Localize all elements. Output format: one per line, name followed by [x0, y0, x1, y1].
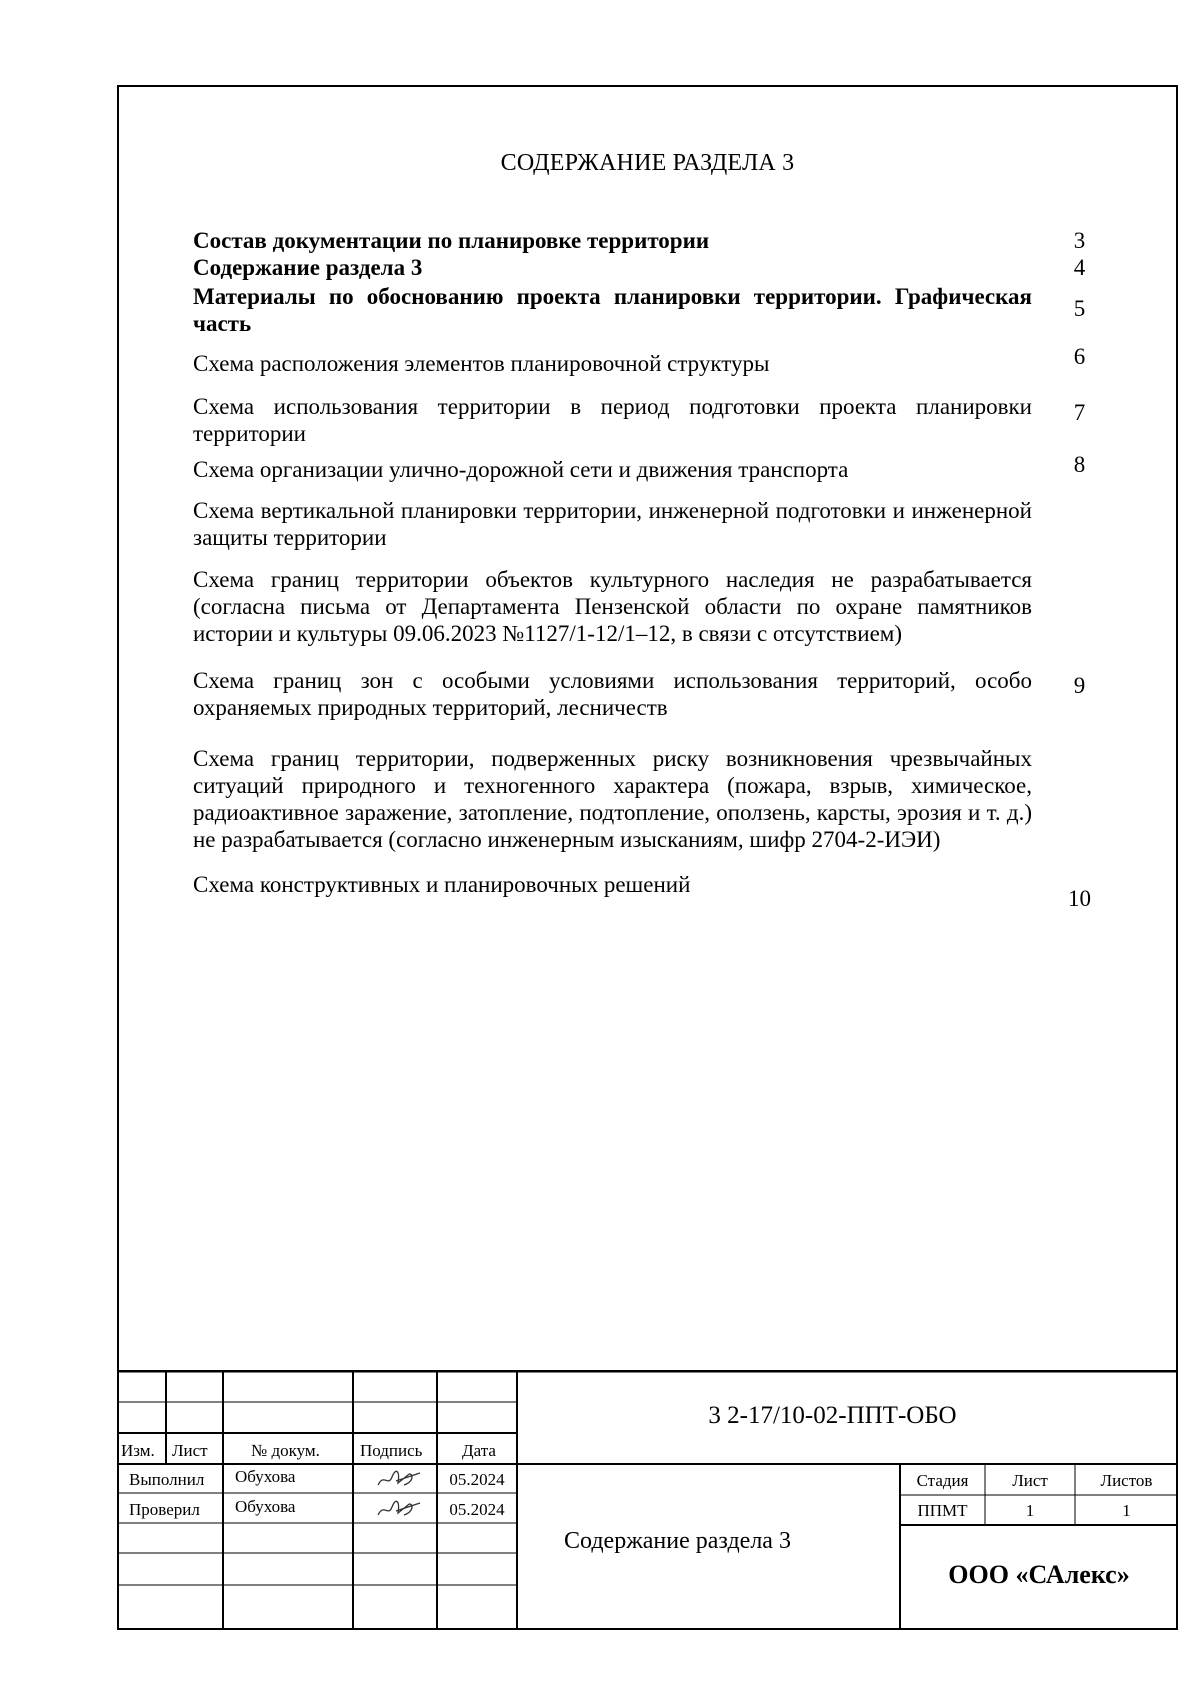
performer-name: Обухова [235, 1467, 296, 1486]
toc-item-page: 8 [1073, 452, 1086, 477]
stage-value: ППМТ [917, 1501, 968, 1520]
role-checked: Проверил [129, 1500, 200, 1519]
toc-item-page: 9 [1073, 673, 1086, 698]
checker-name: Обухова [235, 1497, 296, 1516]
header-izm: Изм. [121, 1441, 155, 1460]
sheets-header: Листов [1100, 1471, 1153, 1490]
signature-mark [374, 1497, 424, 1521]
stage-header: Стадия [916, 1471, 969, 1490]
sheets-value: 1 [1122, 1501, 1131, 1520]
toc-item-text: Схема расположения элементов планировочной структуры [193, 351, 770, 376]
toc-item-text: Схема вертикальной планировки территории, инженерной подготовки и инженерной защиты территории [193, 498, 1032, 550]
toc-item-text: Состав документации по планировке территории [193, 228, 710, 253]
organization-name: ООО «САлекс» [948, 1560, 1130, 1589]
section-heading: СОДЕРЖАНИЕ РАЗДЕЛА 3 [500, 150, 795, 176]
performer-date: 05.2024 [449, 1470, 505, 1489]
toc-item-text: Схема конструктивных и планировочных решений [193, 872, 691, 897]
header-date: Дата [462, 1441, 496, 1460]
toc-item-page: 4 [1073, 255, 1086, 280]
document-title: Содержание раздела 3 [564, 1528, 791, 1554]
toc-item-page: 5 [1073, 296, 1086, 321]
document-code: 3 2-17/10-02-ППТ-ОБО [708, 1402, 957, 1429]
role-performed: Выполнил [129, 1470, 205, 1489]
toc-item-page: 3 [1073, 228, 1086, 253]
header-doc-no: № докум. [251, 1441, 320, 1460]
toc-item-text: Материалы по обоснованию проекта планировки территории. Графическая часть [193, 284, 1032, 336]
toc-item-text: Содержание раздела 3 [193, 255, 423, 280]
toc-item-page: 7 [1073, 400, 1086, 425]
toc-item-page: 6 [1073, 344, 1086, 369]
toc-item-text: Схема границ зон с особыми условиями использования территорий, особо охраняемых природных территорий, лесничеств [193, 668, 1032, 720]
sheet-value: 1 [1025, 1501, 1035, 1520]
toc-item-text: Схема границ территории, подверженных риску возникновения чрезвычайных ситуаций природного и техногенного характера (пожара, взрыв, химическое, радиоактивное заражение, затопление, подтопление, оползень, карсты, эрозия и т. д.) не разрабатывается (согласно инженерным изысканиям, шифр 2704-2-ИЭИ) [193, 746, 1032, 852]
toc-item-text: Схема организации улично-дорожной сети и движения транспорта [193, 457, 849, 482]
checker-date: 05.2024 [449, 1500, 505, 1519]
toc-item-text: Схема границ территории объектов культурного наследия не разрабатывается (согласна письма от Департамента Пензенской области по охране памятников истории и культуры 09.06.2023 №1127/1-12/1–12, в связи с отсутствием) [193, 567, 1032, 646]
header-list: Лист [172, 1441, 208, 1460]
signature-mark [374, 1467, 424, 1491]
header-signature: Подпись [360, 1441, 423, 1460]
sheet-header: Лист [1012, 1471, 1048, 1490]
toc-item-text: Схема использования территории в период подготовки проекта планировки территории [193, 394, 1032, 446]
toc-item-page: 10 [1068, 886, 1091, 911]
title-block [117, 1370, 1178, 1630]
